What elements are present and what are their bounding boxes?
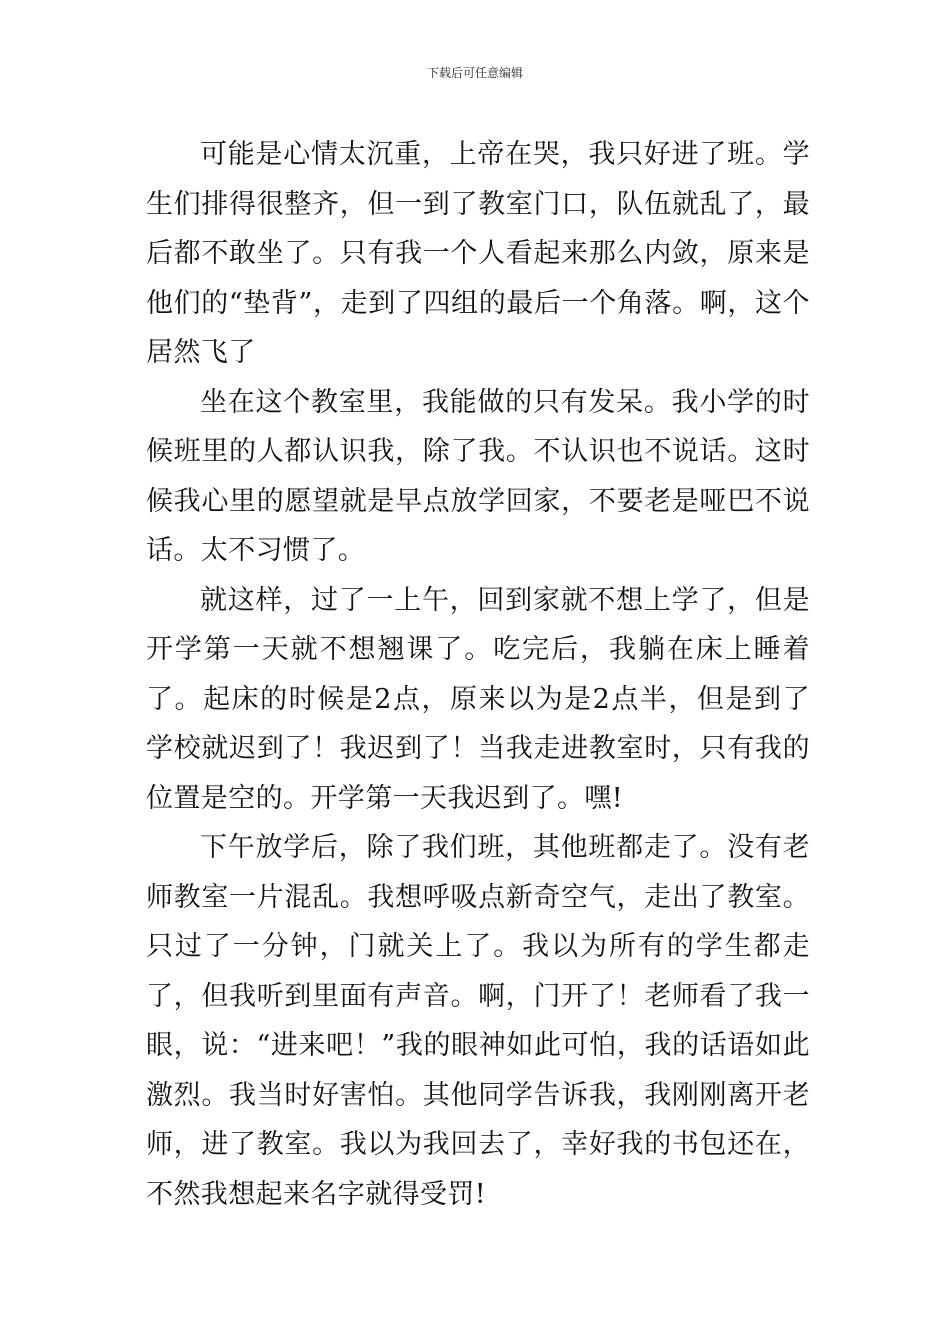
paragraph-3: 就这样，过了一上午，回到家就不想上学了，但是开学第一天就不想翘课了。吃完后，我躺在床上睡着了。起床的时候是2点，原来以为是2点半，但是到了学校就迟到了！我迟到了！当我走进教室时，只有我的位置是空的。开学第一天我迟到了。嘿! [146, 584, 810, 814]
page-header: 下载后可任意编辑 [426, 66, 523, 80]
document-body [146, 130, 810, 1219]
paragraph-4: 下午放学后，除了我们班，其他班都走了。没有老师教室一片混乱。我想呼吸点新奇空气，走出了教室。只过了一分钟，门就关上了。我以为所有的学生都走了，但我听到里面有声音。啊，门开了！老师看了我一眼，说：“进来吧！”我的眼神如此可怕，我的话语如此激烈。我当时好害怕。其他同学告诉我，我刚刚离开老师，进了教室。我以为我回去了，幸好我的书包还在，不然我想起来名字就得受罚! [146, 832, 810, 1210]
paragraph-2: 坐在这个教室里，我能做的只有发呆。我小学的时候班里的人都认识我，除了我。不认识也不说话。这时候我心里的愿望就是早点放学回家，不要老是哑巴不说话。太不习惯了。 [146, 386, 810, 566]
paragraph-1: 可能是心情太沉重，上帝在哭，我只好进了班。学生们排得很整齐，但一到了教室门口，队伍就乱了，最后都不敢坐了。只有我一个人看起来那么内敛，原来是他们的“垫背”，走到了四组的最后一个角落。啊，这个居然飞了 [146, 139, 810, 368]
